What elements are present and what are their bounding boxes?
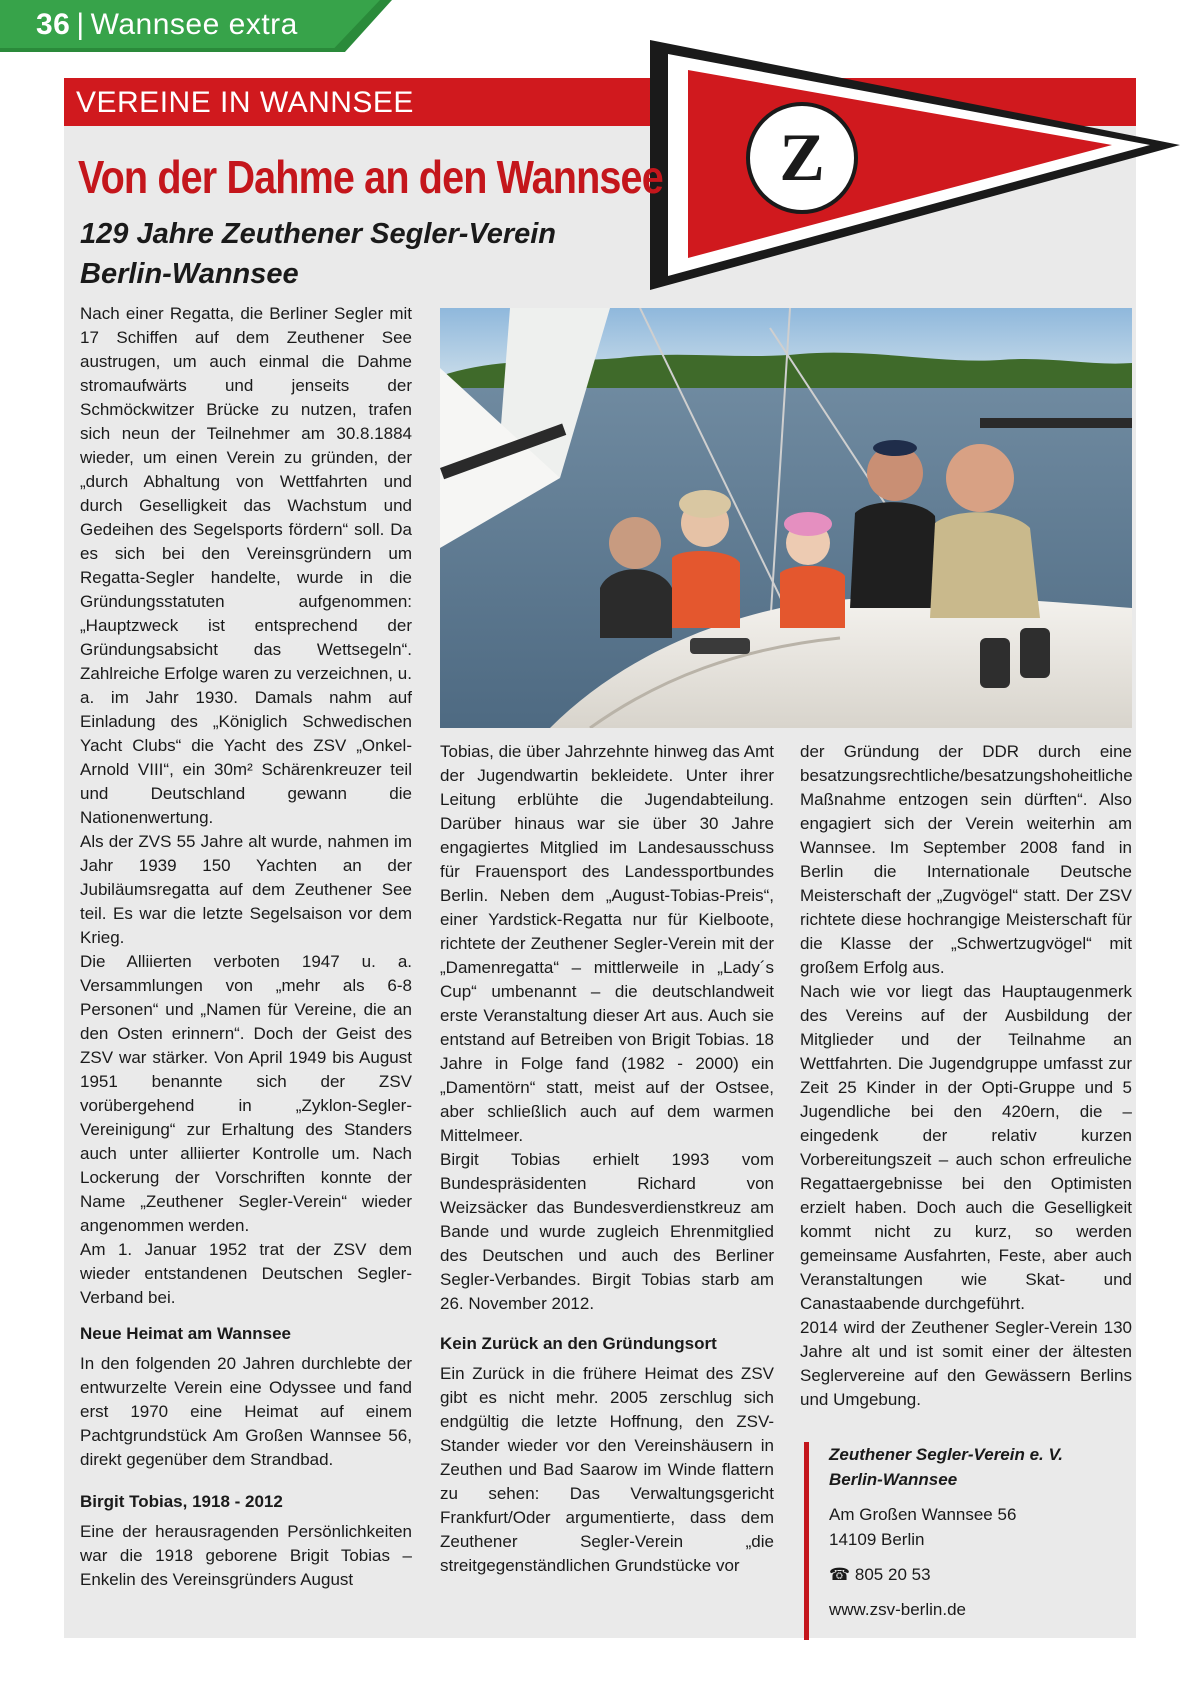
article-column-3 [800,740,1132,1412]
contact-website-link[interactable]: www.zsv-berlin.de [829,1600,966,1619]
paragraph: Am 1. Januar 1952 trat der ZSV dem wieder entstandenen Deutschen Segler-Verband bei. [80,1240,412,1307]
paragraph: Tobias, die über Jahrzehnte hinweg das Amt der Jugendwartin bekleidete. Unter ihrer Leitung erblühte die Jugendabteilung. Darüber hinaus war sie über 30 Jahre engagiertes Mitglied im Landesausschuss für Frauensport des Landessportbundes Berlin. Neben dem „August-Tobias-Preis“, einer Yardstick-Regatta nur für Kielboote, richtete der Zeuthener Segler-Verein mit der „Damenregatta“ – mittlerweile in „Lady´s Cup“ umbenannt – die deutschlandweit erste Veranstaltung dieser Art aus. Auch sie entstand auf Betreiben von Brigit Tobias. 18 Jahre in Folge fand (1982 - 2000) ein „Damentörn“ statt, meist auf der Ostsee, aber schließlich auch auf dem warmen Mittelmeer. [440,742,774,1145]
club-pennant-icon [650,40,1180,290]
section-banner-label: VEREINE IN WANNSEE [76,86,414,119]
paragraph: Die Alliierten verboten 1947 u. a. Versammlungen von „mehr als 6-8 Personen“ und „Namen für Vereine, die an den Osten erinnern“. Doch der Geist des ZSV war stärker. Von April 1949 bis August 1951 benannte sich der ZSV vorübergehend in „Zyklon-Segler-Vereinigung“ zur Erhaltung des Standers auch unter alliierter Kontrolle um. Nach Lockerung der Vorschriften konnte der Name „Zeuthener Segler-Verein“ wieder angenommen werden. [80,952,412,1235]
header-separator: | [76,8,85,41]
section-label: Wannsee extra [90,8,298,41]
paragraph: Eine der herausragenden Persönlichkeiten war die 1918 geborene Brigit Tobias – Enkelin des Vereinsgründers August [80,1522,412,1589]
paragraph: der Gründung der DDR durch eine besatzungsrechtliche/besatzungshoheitliche Maßnahme entzogen sein dürften“. Also engagiert sich der Verein weiterhin am Wannsee. Im September 2008 fand in Berlin die Internationale Deutsche Meisterschaft der „Zugvögel“ statt. Der ZSV richtete diese hochrangige Meisterschaft für die Klasse der „Schwertzugvögel“ mit großem Erfolg aus. [800,742,1133,977]
section-heading: Birgit Tobias, 1918 - 2012 [80,1492,283,1511]
paragraph: In den folgenden 20 Jahren durchlebte der entwurzelte Verein eine Odyssee und fand erst 1970 eine Heimat auf einem Pachtgrundstück Am Großen Wannsee 56, direkt gegenüber dem Strandbad. [80,1354,412,1469]
paragraph: Birgit Tobias erhielt 1993 vom Bundespräsidenten Richard von Weizsäcker das Bundesverdienstkreuz am Bande und wurde zugleich Ehrenmitglied des Deutschen und auch des Berliner Segler-Verbandes. Birgit Tobias starb am 26. November 2012. [440,1150,774,1313]
article-column-1 [80,302,412,1592]
paragraph: Ein Zurück in die frühere Heimat des ZSV gibt es nicht mehr. 2005 zerschlug sich endgültig die letzte Hoffnung, den ZSV-Stander wieder vor den Vereinshäusern in Zeuthen und Bad Saarow im Winde flattern zu sehen: Das Verwaltungsgericht Frankfurt/Oder argumentierte, dass dem Zeuthener Segler-Verein „die streitgegenständlichen Grundstücke vor [440,1364,774,1575]
article-column-2 [440,740,774,1578]
subheadline-line-1: 129 Jahre Zeuthener Segler-Verein [80,218,557,250]
sailing-photo [440,308,1132,728]
article-headline: Von der Dahme an den Wannsee [78,151,663,203]
contact-phone: ☎ 805 20 53 [829,1565,931,1584]
paragraph: Nach einer Regatta, die Berliner Segler mit 17 Schiffen auf dem Zeuthener See austrugen, um auch einmal die Dahme stromaufwärts und jenseits der Schmöckwitzer Brücke zu nutzen, trafen sich neun der Teilnehmer am 30.8.1884 wieder, um einen Verein zu gründen, der „durch Abhaltung von Wettfahrten und durch Geselligkeit das Wachstum und Gedeihen des Segelsports fördern“ soll. Da es sich bei den Vereinsgründern um Regatta-Segler handelte, wurde in die Gründungsstatuten aufgenommen: „Hauptzweck ist entsprechend der Gründungsabsicht das Wettsegeln“. Zahlreiche Erfolge waren zu verzeichnen, u. a. im Jahr 1930. Damals nahm auf Einladung des „Königlich Schwedischen Yacht Clubs“ die Yacht des ZSV „Onkel-Arnold VIII“, ein 30m² Schärenkreuzer teil und Deutschland gewann die Nationenwertung. [80,304,412,827]
club-contact-box [804,1442,1063,1640]
page-number: 36 [36,8,71,41]
contact-city: 14109 Berlin [829,1530,925,1549]
paragraph: 2014 wird der Zeuthener Segler-Verein 130 Jahre alt und ist somit einer der ältesten Seglervereine auf den Gewässern Berlins und Umgebung. [800,1318,1132,1409]
contact-club-location: Berlin-Wannsee [829,1470,958,1489]
sailing-photo-illustration [440,308,1132,728]
article-subheadline [80,214,556,294]
contact-club-name: Zeuthener Segler-Verein e. V. [829,1445,1063,1464]
subheadline-line-2: Berlin-Wannsee [80,258,299,290]
paragraph: Nach wie vor liegt das Hauptaugenmerk des Vereins auf der Ausbildung der Mitglieder und der Teilnahme an Wettfahrten. Die Jugendgruppe umfasst zur Zeit 25 Kinder in der Opti-Gruppe und 5 Jugendliche bei den 420ern, die – eingedenk der relativ kurzen Vorbereitungszeit – auch schon erfreuliche Regattaergebnisse bei den Optimisten erzielt haben. Doch auch die Geselligkeit kommt nicht zu kurz, so werden gemeinsame Ausfahrten, Feste, aber auch Veranstaltungen wie Skat- und Canastaabende durchgeführt. [800,982,1132,1313]
section-heading: Neue Heimat am Wannsee [80,1324,291,1343]
contact-street: Am Großen Wannsee 56 [829,1505,1017,1524]
header-title [36,8,298,42]
section-heading: Kein Zurück an den Gründungsort [440,1334,717,1353]
paragraph: Als der ZVS 55 Jahre alt wurde, nahmen im Jahr 1939 150 Yachten an der Jubiläumsregatta auf dem Zeuthener See teil. Es war die letzte Segelsaison vor dem Krieg. [80,832,412,947]
pennant-letter: Z [779,119,825,195]
